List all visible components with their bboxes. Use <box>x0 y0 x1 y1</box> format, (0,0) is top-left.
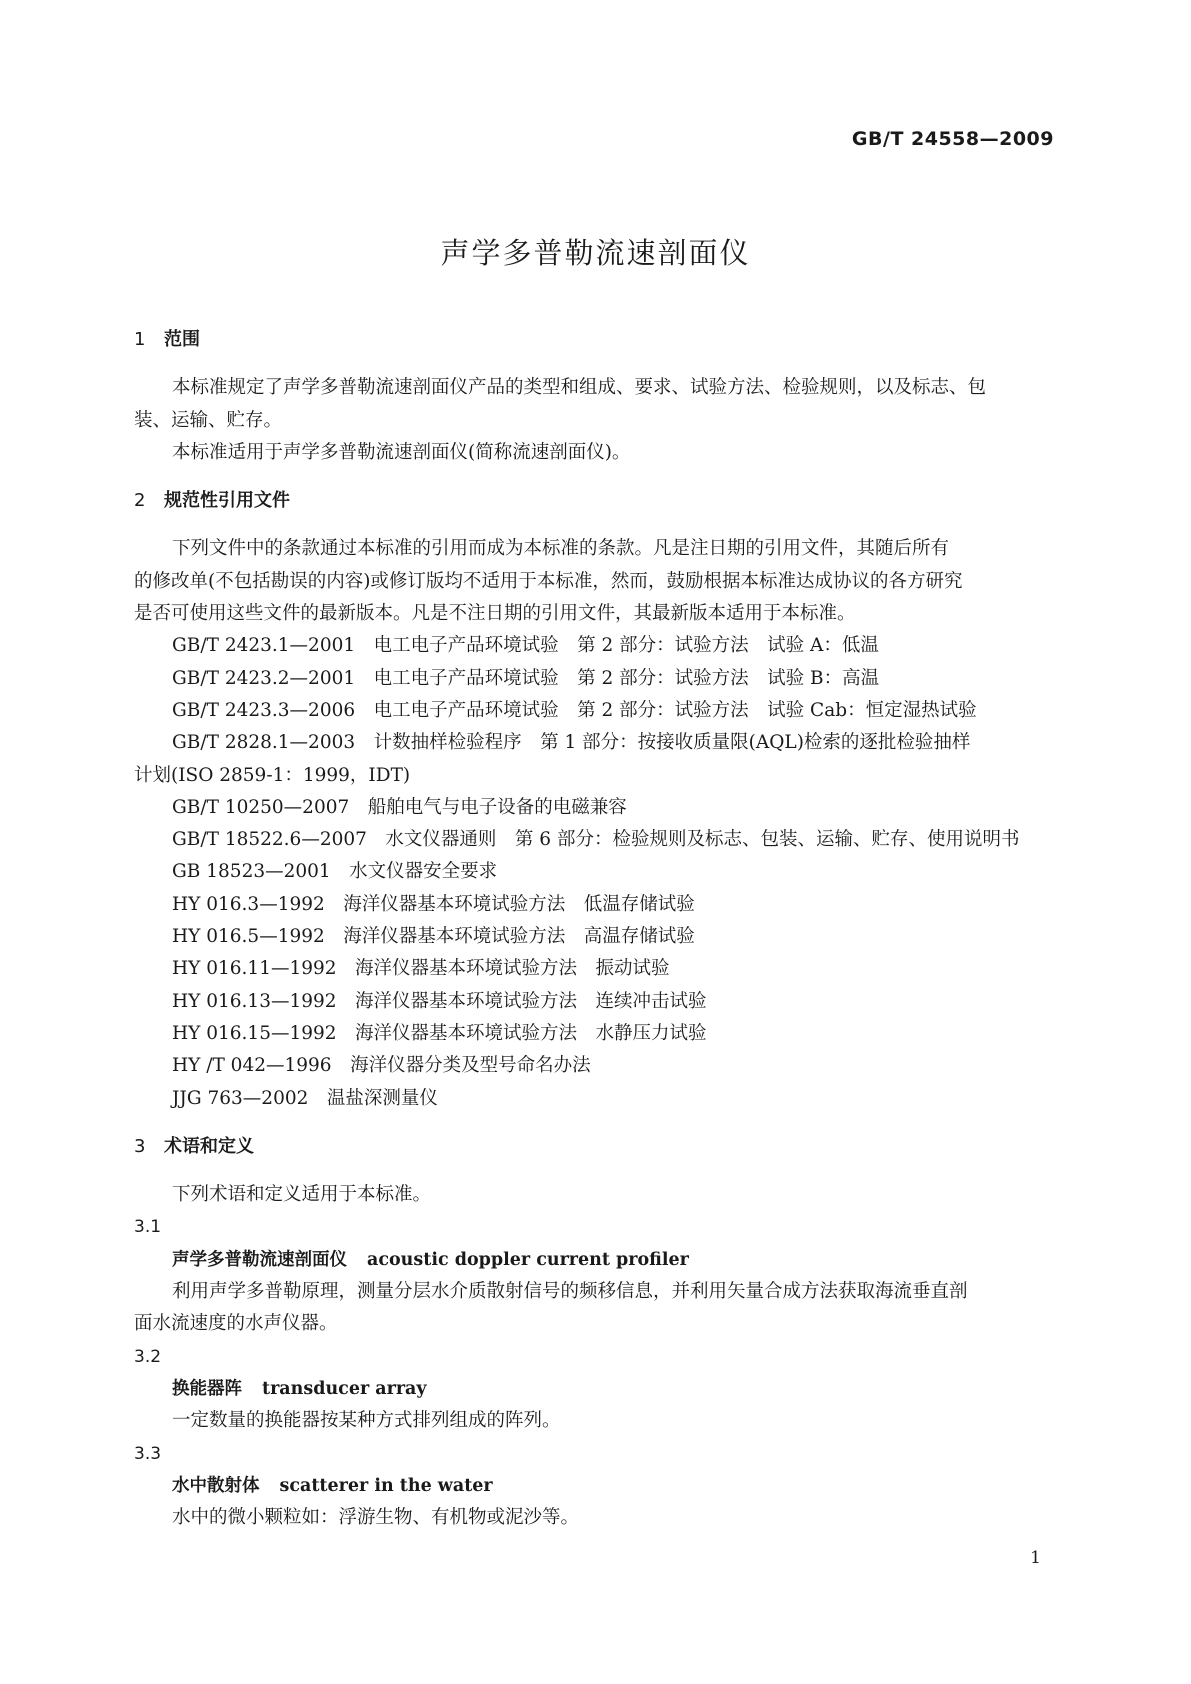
section-1-paragraph-1: 本标准规定了声学多普勒流速剖面仪产品的类型和组成、要求、试验方法、检验规则，以及标志、包 <box>172 377 987 399</box>
standard-code: GB/T 24558—2009 <box>851 128 1054 150</box>
page-number: 1 <box>1030 1548 1041 1568</box>
term-heading <box>134 1470 1056 1502</box>
reference-item: HY 016.3—1992 海洋仪器基本环境试验方法 低温存储试验 <box>172 893 695 915</box>
term-en: transducer array <box>262 1378 427 1399</box>
section-2-heading <box>134 485 1056 517</box>
section-1-paragraph-1-cont: 装、运输、贮存。 <box>134 409 283 431</box>
term-en: scatterer in the water <box>279 1475 493 1496</box>
term-en: acoustic doppler current profiler <box>367 1249 689 1270</box>
reference-item: GB/T 2828.1—2003 计数抽样检验程序 第 1 部分：按接收质量限(AQL)检索的逐批检验抽样 <box>172 732 971 754</box>
reference-item: HY 016.15—1992 海洋仪器基本环境试验方法 水静压力试验 <box>172 1022 707 1044</box>
term-definition: 利用声学多普勒原理，测量分层水介质散射信号的频移信息，并利用矢量合成方法获取海流垂直剖 <box>172 1281 968 1303</box>
term-zh: 水中散射体 <box>172 1475 260 1496</box>
document-title: 声学多普勒流速剖面仪 <box>440 236 751 270</box>
reference-item: GB/T 2423.2—2001 电工电子产品环境试验 第 2 部分：试验方法 试验 B：高温 <box>172 667 880 689</box>
section-number: 2 <box>134 490 146 512</box>
term-definition: 一定数量的换能器按某种方式排列组成的阵列。 <box>172 1410 561 1432</box>
term-number: 3.3 <box>134 1443 162 1464</box>
term-zh: 声学多普勒流速剖面仪 <box>172 1249 347 1270</box>
reference-item: HY 016.5—1992 海洋仪器基本环境试验方法 高温存储试验 <box>172 926 695 948</box>
reference-item: HY 016.13—1992 海洋仪器基本环境试验方法 连续冲击试验 <box>172 990 707 1012</box>
reference-item-cont: 计划(ISO 2859-1：1999，IDT) <box>134 764 411 786</box>
term-definition-cont: 面水流速度的水声仪器。 <box>134 1313 338 1335</box>
reference-item: JJG 763—2002 温盐深测量仪 <box>172 1087 438 1109</box>
section-number: 3 <box>134 1135 146 1157</box>
term-number: 3.2 <box>134 1346 162 1367</box>
term-heading <box>134 1244 1056 1276</box>
reference-item: GB/T 2423.3—2006 电工电子产品环境试验 第 2 部分：试验方法 试验 Cab：恒定湿热试验 <box>172 699 977 721</box>
section-3-heading <box>134 1131 1056 1163</box>
section-title: 规范性引用文件 <box>164 490 290 512</box>
section-2-paragraph-1-cont: 是否可使用这些文件的最新版本。凡是不注日期的引用文件，其最新版本适用于本标准。 <box>134 603 856 625</box>
section-title: 范围 <box>164 329 200 350</box>
term-number: 3.1 <box>134 1217 162 1238</box>
reference-item: HY 016.11—1992 海洋仪器基本环境试验方法 振动试验 <box>172 958 670 980</box>
term-heading <box>134 1373 1056 1405</box>
term-zh: 换能器阵 <box>172 1378 242 1399</box>
section-1-paragraph-2: 本标准适用于声学多普勒流速剖面仪(简称流速剖面仪)。 <box>172 441 631 463</box>
section-number: 1 <box>134 329 146 350</box>
reference-item: GB/T 2423.1—2001 电工电子产品环境试验 第 2 部分：试验方法 试验 A：低温 <box>172 635 879 657</box>
term-definition: 水中的微小颗粒如：浮游生物、有机物或泥沙等。 <box>172 1507 580 1529</box>
section-2-paragraph-1: 下列文件中的条款通过本标准的引用而成为本标准的条款。凡是注日期的引用文件，其随后所有 <box>172 538 950 560</box>
section-3-intro: 下列术语和定义适用于本标准。 <box>172 1184 432 1206</box>
reference-item: GB/T 18522.6—2007 水文仪器通则 第 6 部分：检验规则及标志、包装、运输、贮存、使用说明书 <box>172 829 1020 851</box>
reference-item: GB 18523—2001 水文仪器安全要求 <box>172 861 498 883</box>
document-body <box>134 324 1056 1534</box>
section-2-paragraph-1-cont: 的修改单(不包括勘误的内容)或修订版均不适用于本标准，然而，鼓励根据本标准达成协议的各方研究 <box>134 570 963 592</box>
section-title: 术语和定义 <box>164 1135 254 1157</box>
reference-item: GB/T 10250—2007 船舶电气与电子设备的电磁兼容 <box>172 796 627 818</box>
section-1-heading <box>134 324 1056 356</box>
reference-item: HY /T 042—1996 海洋仪器分类及型号命名办法 <box>172 1055 591 1077</box>
